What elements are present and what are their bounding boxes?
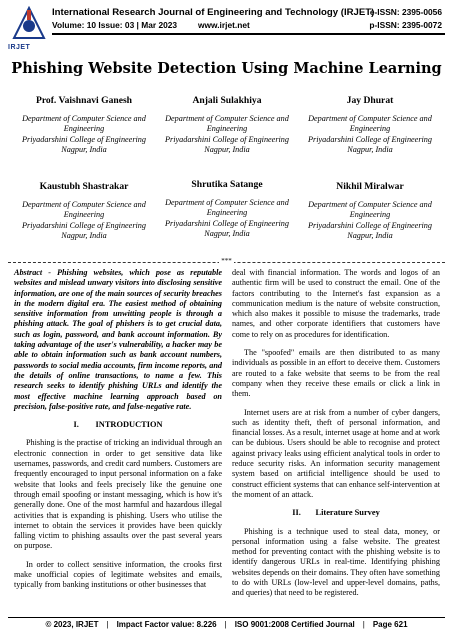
- abstract-text: Phishing websites, which pose as reputable websites and mislead unwary visitors into disclosing sensitive information, are one of the main sources of security breaches in the modern digital era. The easiest method of obtaining sensitive information from unwitting people is through a phishing attack. The goal of phishers is to get crucial data, such as login, password, and bank account information. By taking advantage of the user's vulnerability, a hacker may be able to obtain information such as bank account numbers, passwords to social media accounts, firm income reports, and the details of online transactions, to name a few. This research seeks to identify phishing URLs and identify the most effective machine learning approach based on precision, false-positive rate, and false-negative rate.: [14, 268, 223, 411]
- author-name: Anjali Sulakhiya: [192, 95, 262, 106]
- author-block: [157, 96, 297, 156]
- paragraph: Internet users are at risk from a number of cyber dangers, such as identity theft, theft of personal information, and financial losses. As a result, internet usage at home and at work can be dubious. Users should be able to recognise and protect against privacy leaks using efficient analytical tools in order to reduce security risks. An information security management system based on artificial intelligence should be used to construct efficient systems that can enhance self-intervention at the moment of an attack.: [232, 407, 440, 499]
- paragraph: deal with financial information. The words and logos of an authentic firm will be used to construct the email. One of the factors contributing to the Internet's fast expansion as a communication medium is the nature of website construction, which also makes it possible to misuse the trademarks, trade names, and other corporate identifiers that customers have come to rely on as procedures for identification.: [232, 268, 440, 339]
- author-place: Nagpur, India: [204, 229, 250, 238]
- pissn: p-ISSN: 2395-0072: [369, 20, 442, 30]
- author-college: Priyadarshini College of Engineering: [165, 218, 289, 228]
- author-block: [14, 96, 154, 156]
- right-column: [232, 268, 440, 607]
- header-divider: [52, 33, 445, 35]
- author-college: Priyadarshini College of Engineering: [22, 220, 146, 230]
- left-column: [14, 268, 222, 599]
- footer-copyright: © 2023, IRJET: [45, 620, 99, 629]
- author-place: Nagpur, India: [61, 231, 107, 240]
- literature-heading: II. Literature Survey: [292, 508, 380, 518]
- author-college: Priyadarshini College of Engineering: [22, 134, 146, 144]
- footer-divider: [8, 617, 445, 618]
- author-college: Priyadarshini College of Engineering: [308, 220, 432, 230]
- author-college: Priyadarshini College of Engineering: [165, 134, 289, 144]
- footer-impact: Impact Factor value: 8.226: [116, 620, 217, 629]
- author-dept: Department of Computer Science and Engineering: [308, 113, 432, 133]
- author-college: Priyadarshini College of Engineering: [308, 134, 432, 144]
- author-place: Nagpur, India: [347, 231, 393, 240]
- paragraph: The "spoofed" emails are then distributed to as many individuals as possible in an effort to deceive them. Customers are routed to a fake website that seems to be from the real company when they receive these emails or click a link in them.: [232, 348, 440, 399]
- separator-stars: ***: [221, 257, 232, 265]
- author-dept: Department of Computer Science and Engineering: [22, 199, 146, 219]
- author-block: [300, 96, 440, 156]
- author-name: Prof. Vaishnavi Ganesh: [35, 95, 133, 106]
- author-name: Shrutika Satange: [191, 179, 263, 190]
- paragraph: In order to collect sensitive information, the crooks first make unofficial copies of legitimate websites and emails, typically from banking institutions or other businesses that: [14, 559, 222, 590]
- author-dept: Department of Computer Science and Engineering: [165, 113, 289, 133]
- logo-text: IRJET: [8, 44, 31, 51]
- paragraph: Phishing is the practise of tricking an individual through an electronic connection in order to get sensitive data like usernames, passwords, and credit card numbers. Customers are frequently encouraged to input personal information on a fake website that looks and feels precisely like the genuine one through email spoofing or instant messaging, which is how it's generally done. One of the most harmful and hazardous illegal activities that is expanding is phishing. Users who utilise the internet to obtain the services it provides have been quickly falling victim to phishing assaults over the past several years on purpose.: [14, 438, 222, 551]
- author-name: Jay Dhurat: [346, 95, 394, 106]
- author-block: [300, 182, 440, 242]
- author-place: Nagpur, India: [61, 145, 107, 154]
- paper-title: Phishing Website Detection Using Machine Learning: [11, 60, 442, 77]
- irjet-logo-icon: [12, 6, 46, 46]
- author-name: Kaustubh Shastrakar: [39, 181, 129, 192]
- eissn: e-ISSN: 2395-0056: [369, 7, 442, 17]
- author-block: [14, 182, 154, 242]
- paragraph: Phishing is a technique used to steal data, money, or personal information using a false website. The greatest method for preventing contact with the phishing website is to identify dangerous URLs in real-time. Identifying phishing websites depends on their domains. They often have something to do with URLs (low-level and upper-level domains, paths, and queries) that need to be registered.: [232, 526, 440, 598]
- author-place: Nagpur, India: [204, 145, 250, 154]
- journal-website: www.irjet.net: [198, 20, 250, 30]
- abstract-label: Abstract -: [14, 268, 51, 277]
- abstract: [14, 268, 222, 412]
- author-name: Nikhil Miralwar: [336, 181, 404, 192]
- footer-iso: ISO 9001:2008 Certified Journal: [234, 620, 355, 629]
- journal-header: [0, 0, 453, 52]
- author-block: [157, 180, 297, 240]
- author-dept: Department of Computer Science and Engineering: [165, 197, 289, 217]
- volume-issue: Volume: 10 Issue: 03 | Mar 2023: [52, 20, 178, 30]
- author-place: Nagpur, India: [347, 145, 393, 154]
- footer-page: Page 621: [372, 620, 408, 629]
- page-footer: © 2023, IRJET | Impact Factor value: 8.226 | ISO 9001:2008 Certified Journal | Page 621: [45, 620, 408, 629]
- journal-title: International Research Journal of Engineering and Technology (IRJET): [52, 7, 375, 18]
- author-dept: Department of Computer Science and Engineering: [22, 113, 146, 133]
- intro-heading: I. INTRODUCTION: [73, 420, 163, 430]
- author-dept: Department of Computer Science and Engineering: [308, 199, 432, 219]
